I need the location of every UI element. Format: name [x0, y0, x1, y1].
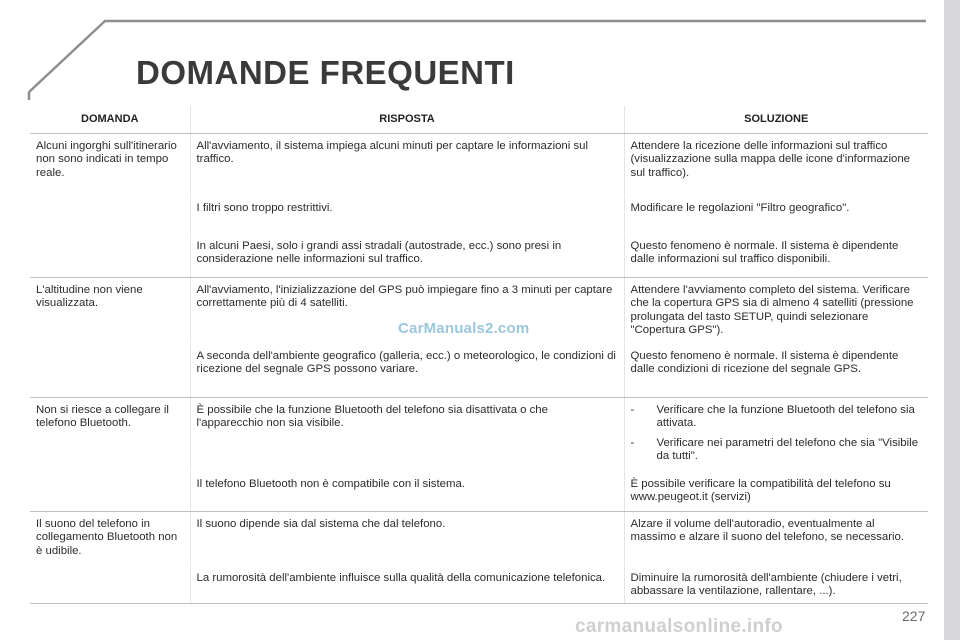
page-number: 227 — [902, 608, 926, 624]
answer-cell: All'avviamento, l'inizializzazione del GPS può impiegare fino a 3 minuti per captare correttamente più di 4 satelliti. — [190, 278, 624, 344]
solution-cell: Diminuire la rumorosità dell'ambiente (chiudere i vetri, abbassare la ventilazione, rallentare, ...). — [624, 566, 928, 604]
header-risposta: RISPOSTA — [190, 106, 624, 134]
solution-cell: È possibile verificare la compatibilità del telefono su www.peugeot.it (servizi) — [624, 472, 928, 512]
watermark-top: CarManuals2.com — [398, 320, 530, 337]
question-cell: Il suono del telefono in collegamento Bluetooth non è udibile. — [30, 512, 190, 604]
answer-cell: I filtri sono troppo restrittivi. — [190, 196, 624, 234]
solution-cell: Attendere la ricezione delle informazioni sul traffico (visualizzazione sulla mappa delle icone d'informazione sul traffico). — [624, 134, 928, 196]
answer-cell: La rumorosità dell'ambiente influisce sulla qualità della comunicazione telefonica. — [190, 566, 624, 604]
question-cell: Alcuni ingorghi sull'itinerario non sono indicati in tempo reale. — [30, 134, 190, 278]
table-row — [30, 398, 928, 472]
answer-cell: In alcuni Paesi, solo i grandi assi stradali (autostrade, ecc.) sono presi in considerazione nelle informazioni sul traffico. — [190, 234, 624, 278]
answer-cell: Il suono dipende sia dal sistema che dal telefono. — [190, 512, 624, 566]
table-row — [30, 512, 928, 566]
header-soluzione: SOLUZIONE — [624, 106, 928, 134]
table-header-row — [30, 106, 928, 134]
page-title: DOMANDE FREQUENTI — [136, 54, 515, 91]
solution-cell — [624, 398, 928, 472]
solution-cell: Questo fenomeno è normale. Il sistema è dipendente dalle condizioni di ricezione del segnale GPS. — [624, 344, 928, 398]
solution-cell: Questo fenomeno è normale. Il sistema è dipendente dalle informazioni sul traffico disponibili. — [624, 234, 928, 278]
answer-cell: All'avviamento, il sistema impiega alcuni minuti per captare le informazioni sul traffico. — [190, 134, 624, 196]
solution-list-item: - Verificare nei parametri del telefono che sia "Visibile da tutti". — [631, 437, 923, 464]
solution-list-item: - Verificare che la funzione Bluetooth del telefono sia attivata. — [631, 404, 923, 431]
answer-cell: A seconda dell'ambiente geografico (galleria, ecc.) o meteorologico, le condizioni di ricezione del segnale GPS possono variare. — [190, 344, 624, 398]
table-row — [30, 134, 928, 196]
watermark-bottom: carmanualsonline.info — [575, 616, 783, 637]
faq-table — [30, 106, 928, 604]
solution-cell: Attendere l'avviamento completo del sistema. Verificare che la copertura GPS sia di almeno 4 satelliti (pressione prolungata del tasto SETUP, quindi selezionare "Copertura GPS"). — [624, 278, 928, 344]
question-cell: Non si riesce a collegare il telefono Bluetooth. — [30, 398, 190, 512]
solution-cell: Modificare le regolazioni "Filtro geografico". — [624, 196, 928, 234]
solution-list — [631, 404, 923, 464]
header-domanda: DOMANDA — [30, 106, 190, 134]
solution-cell: Alzare il volume dell'autoradio, eventualmente al massimo e alzare il suono del telefono, se necessario. — [624, 512, 928, 566]
answer-cell: È possibile che la funzione Bluetooth del telefono sia disattivata o che l'apparecchio non sia visibile. — [190, 398, 624, 472]
question-cell: L'altitudine non viene visualizzata. — [30, 278, 190, 398]
answer-cell: Il telefono Bluetooth non è compatibile con il sistema. — [190, 472, 624, 512]
